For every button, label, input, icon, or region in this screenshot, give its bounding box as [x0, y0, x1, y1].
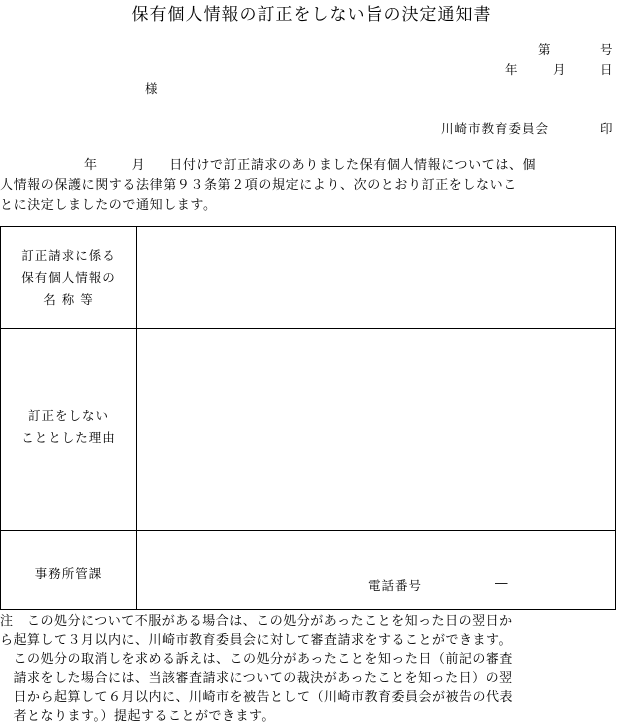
note-line-1: 注 この処分について不服がある場合は、この処分があったことを知った日の翌日か — [0, 614, 513, 629]
issuer-seal: 印 — [600, 121, 613, 136]
row1-label-line-3 — [1, 289, 136, 311]
row-label-reason — [1, 405, 136, 449]
note-line-2: ら起算して３月以内に、川崎市教育委員会に対して審査請求をすることができます。 — [0, 633, 512, 648]
row-value-reason — [137, 329, 615, 530]
date-year-label: 年 — [505, 62, 518, 77]
row-label-department — [1, 563, 136, 585]
row1-label-line-1: 訂正請求に係る — [21, 248, 116, 263]
number-label-suffix: 号 — [600, 42, 613, 57]
document-title: 保有個人情報の訂正をしない旨の決定通知書 — [131, 5, 492, 25]
body-line-2: 人情報の保護に関する法律第９３条第２項の規定により、次のとおり訂正をしないこ — [0, 178, 517, 193]
row2-label-line-1: 訂正をしない — [27, 408, 109, 423]
row-value-department — [137, 531, 615, 609]
body-month-label: 月 — [131, 158, 146, 173]
info-table — [0, 226, 616, 610]
body-paragraph — [0, 156, 622, 216]
issuer-name: 川崎市教育委員会 — [441, 121, 550, 136]
date-day-label: 日 — [600, 62, 613, 77]
row2-label-line-2: こととした理由 — [21, 430, 116, 445]
body-year-label: 年 — [84, 158, 98, 173]
row-value-info-name — [137, 227, 615, 328]
appeal-note — [0, 612, 623, 726]
row1-label-char-1: 名 — [43, 292, 57, 307]
row1-label-char-2: 称 — [61, 292, 76, 307]
phone-number-dash: ― — [495, 575, 508, 590]
row3-label-text: 事務所管課 — [34, 566, 103, 581]
phone-number-label: 電話番号 — [368, 578, 423, 593]
row-label-info-name — [1, 245, 136, 311]
body-line-1 — [0, 156, 622, 176]
row1-label-char-3: 等 — [80, 292, 94, 307]
note-line-5: 日から起算して６月以内に、川崎市を被告として（川崎市教育委員会が被告の代表 — [0, 690, 514, 705]
date-month-label: 月 — [553, 62, 566, 77]
note-line-6: 者となります。）提起することができます。 — [0, 709, 275, 724]
note-line-4: 請求をした場合には、当該審査請求についての裁決があったことを知った日）の翌 — [0, 671, 513, 686]
row1-label-line-2: 保有個人情報の — [21, 270, 116, 285]
note-line-3: この処分の取消しを求める訴えは、この処分があったことを知った日（前記の審査 — [0, 652, 513, 667]
body-line-1-rest: 日付けで訂正請求のありました保有個人情報については、個 — [169, 158, 537, 173]
number-label-prefix: 第 — [538, 42, 551, 57]
addressee-suffix: 様 — [145, 81, 158, 96]
body-line-3: とに決定しましたので通知します。 — [0, 198, 217, 213]
